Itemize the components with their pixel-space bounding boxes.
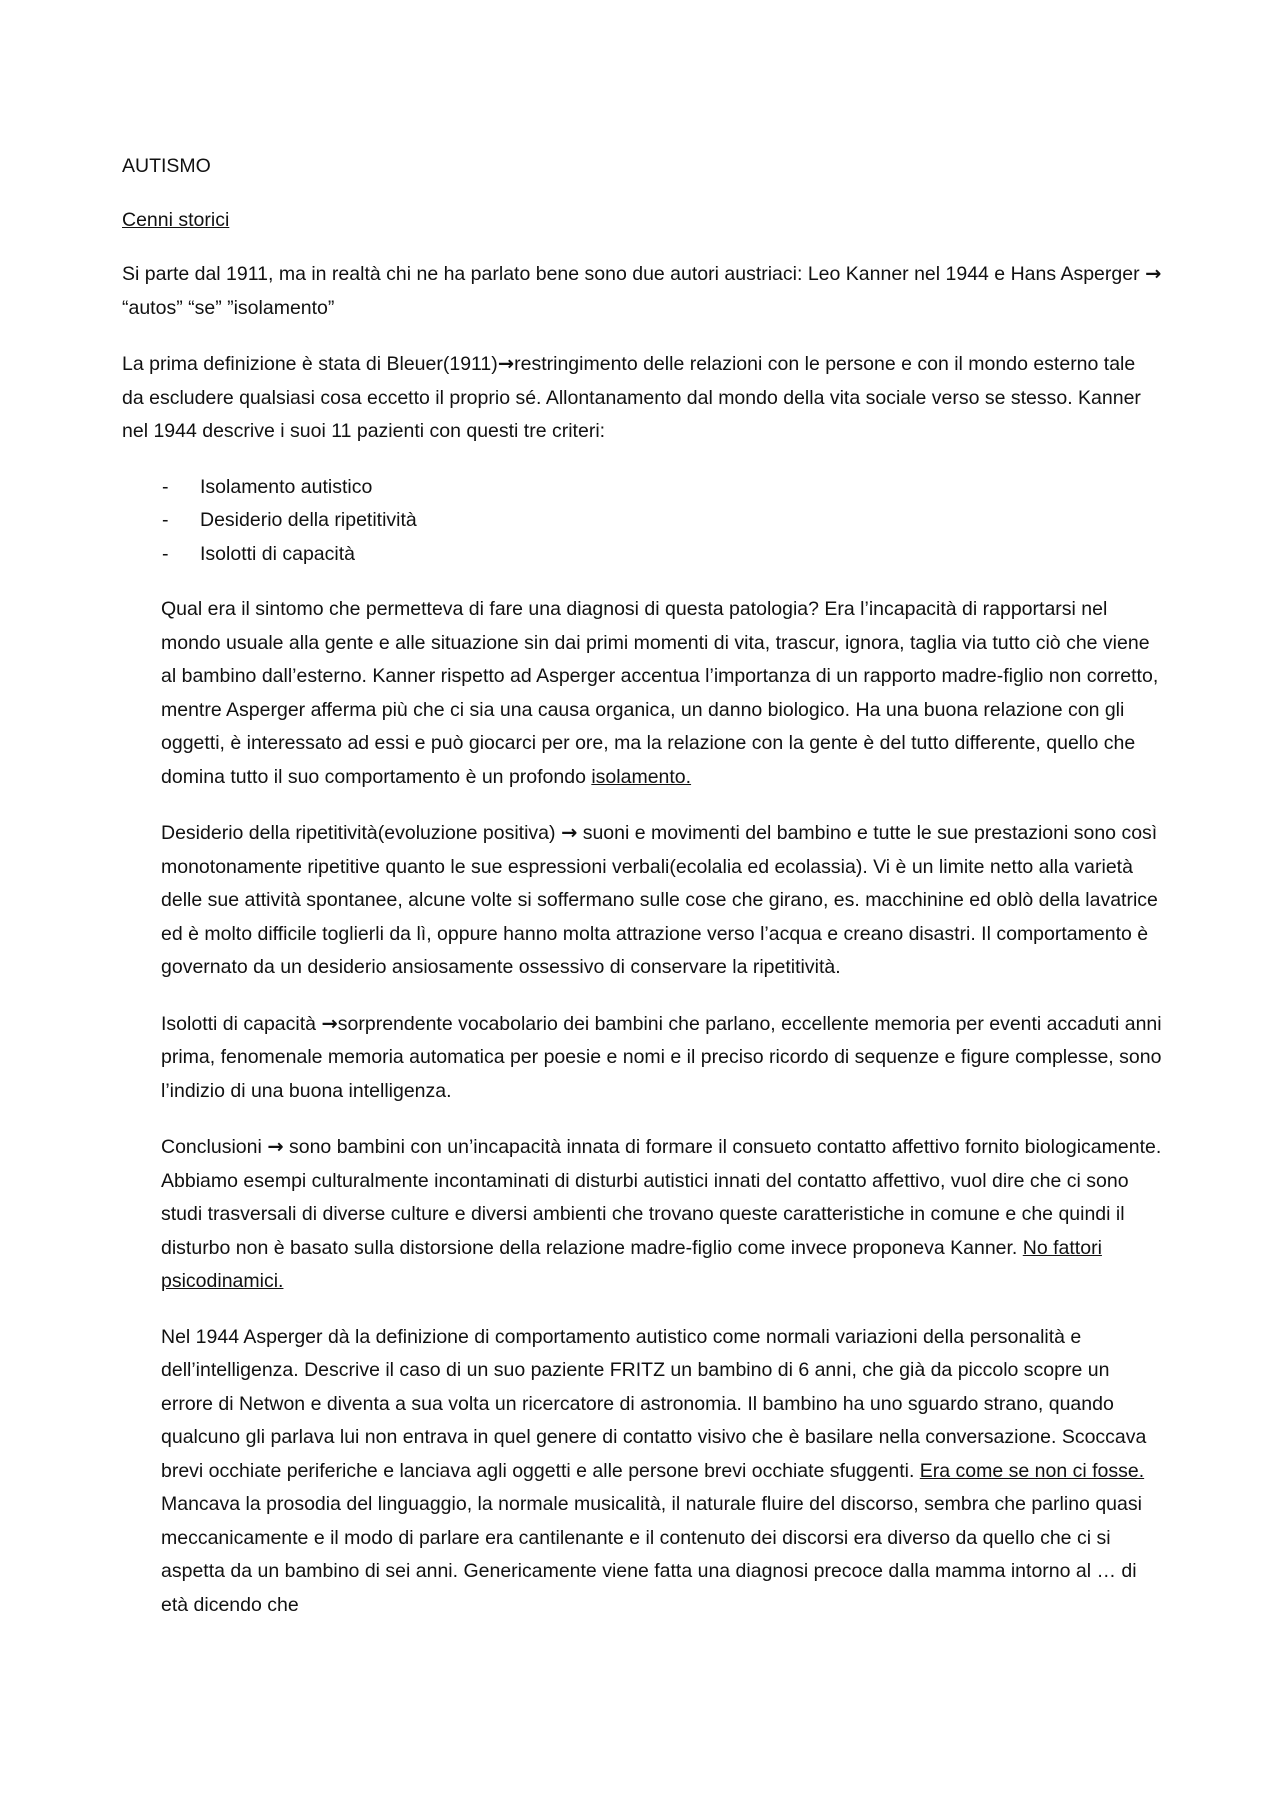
underlined-term: isolamento. — [591, 765, 692, 788]
list-item-text: Desiderio della ripetitività — [200, 509, 417, 531]
paragraph-abilities — [161, 1007, 1162, 1109]
underlined-term: Era come se non ci fosse. — [919, 1459, 1145, 1482]
list-dash: - — [162, 509, 169, 531]
paragraph-repetitiveness-title: Desiderio della ripetitività(evoluzione positiva) — [161, 822, 561, 844]
arrow-right-icon: → — [321, 1011, 338, 1035]
list-item — [122, 538, 1162, 572]
arrow-right-icon: → — [1144, 262, 1162, 285]
criteria-list — [122, 471, 1162, 572]
paragraph-repetitiveness-text: suoni e movimenti del bambino e tutte le sue prestazioni sono così monotonamente ripetitive quanto le sue espressioni verbali(ecolalia ed ecolassia). Vi è un limite netto alla varietà delle sue attività spontanee, alcune volte si soffermano sulle cose che girano, es. macchinine ed oblò della lavatrice ed è molto difficile toglierli da lì, oppure hanno molta attrazione verso l’acqua e creano disastri. Il comportamento è governato da un desiderio ansiosamente ossessivo di conservare la ripetitività. — [161, 822, 1158, 978]
paragraph-conclusions-text: sono bambini con un’incapacità innata di formare il consueto contatto affettivo fornito biologicamente. Abbiamo esempi culturalmente incontaminati di disturbi autistici innati del contatto affettivo, vuol dire che ci sono studi trasversali di diverse culture e diversi ambienti che trovano queste caratteristiche in comune e che quindi il disturbo non è basato sulla distorsione della relazione madre-figlio come invece proponeva Kanner. — [161, 1136, 1162, 1259]
paragraph-definition-rest: restringimento delle relazioni con le persone e con il mondo esterno tale da escludere qualsiasi cosa eccetto il proprio sé. Allontanamento dal mondo della vita sociale verso se stesso. Kanner nel 1944 descrive i suoi 11 pazienti con questi tre criteri: — [122, 353, 1141, 442]
paragraph-intro — [122, 257, 1162, 325]
list-dash: - — [162, 475, 169, 498]
arrow-right-icon: → — [267, 1135, 284, 1158]
list-dash: - — [162, 542, 169, 565]
list-item-text: Isolamento autistico — [200, 475, 373, 498]
paragraph-asperger-rest: Mancava la prosodia del linguaggio, la normale musicalità, il naturale fluire del discorso, sembra che parlino quasi meccanicamente e il modo di parlare era cantilenante e il contenuto dei discorsi era diverso da quello che ci si aspetta da un bambino di sei anni. Genericamente viene fatta una diagnosi precoce dalla mamma intorno al … di età dicendo che — [161, 1493, 1142, 1616]
indented-section — [122, 593, 1162, 1622]
paragraph-abilities-text: sorprendente vocabolario dei bambini che parlano, eccellente memoria per eventi accaduti anni prima, fenomenale memoria automatica per poesie e nomi e il preciso ricordo di sequenze e figure complesse, sono l’indizio di una buona intelligenza. — [161, 1012, 1162, 1102]
paragraph-conclusions — [161, 1130, 1162, 1299]
list-item — [122, 471, 1162, 505]
paragraph-intro-etymology: “autos” “se” ”isolamento” — [122, 296, 335, 319]
list-item-text: Isolotti di capacità — [200, 542, 356, 565]
list-item — [122, 504, 1162, 538]
arrow-right-icon: → — [560, 821, 578, 844]
paragraph-asperger-text: Nel 1944 Asperger dà la definizione di comportamento autistico come normali variazioni della personalità e dell’intelligenza. Descrive il caso di un suo paziente FRITZ un bambino di 6 anni, che già da piccolo scopre un errore di Netwon e diventa a sua volta un ricercatore di astronomia. Il bambino ha uno sguardo strano, quando qualcuno gli parlava lui non entrava in quel genere di contatto visivo che è basilare nella conversazione. Scoccava brevi occhiate periferiche e lanciava agli oggetti e alle persone brevi occhiate sfuggenti. — [161, 1325, 1147, 1482]
paragraph-definition — [122, 347, 1162, 449]
paragraph-abilities-title: Isolotti di capacità — [161, 1012, 322, 1035]
paragraph-conclusions-title: Conclusioni — [161, 1136, 268, 1158]
paragraph-symptom-text: Qual era il sintomo che permetteva di fare una diagnosi di questa patologia? Era l’incapacità di rapportarsi nel mondo usuale alla gente e alle situazione sin dai primi momenti di vita, trascur, ignora, taglia via tutto ciò che viene al bambino dall’esterno. Kanner rispetto ad Asperger accentua l’importanza di un rapporto madre-figlio non corretto, mentre Asperger afferma più che ci sia una causa organica, un danno biologico. Ha una buona relazione con gli oggetti, è interessato ad essi e può giocarci per ore, ma la relazione con la gente è del tutto differente, quello che domina tutto il suo comportamento è un profondo — [161, 598, 1159, 788]
document-body — [122, 150, 1162, 1644]
underlined-term: No fattori psicodinamici. — [161, 1236, 1102, 1292]
arrow-right-icon: → — [497, 352, 515, 375]
document-title: AUTISMO — [122, 155, 211, 177]
paragraph-intro-text: Si parte dal 1911, ma in realtà chi ne ha parlato bene sono due autori austriaci: Leo Kanner nel 1944 e Hans Asperger — [122, 263, 1145, 285]
paragraph-asperger — [161, 1321, 1162, 1623]
paragraph-definition-start: La prima definizione è stata di Bleuer(1911) — [122, 353, 498, 375]
paragraph-repetitiveness — [161, 816, 1162, 985]
paragraph-symptom — [161, 593, 1162, 794]
section-heading: Cenni storici — [122, 208, 230, 231]
